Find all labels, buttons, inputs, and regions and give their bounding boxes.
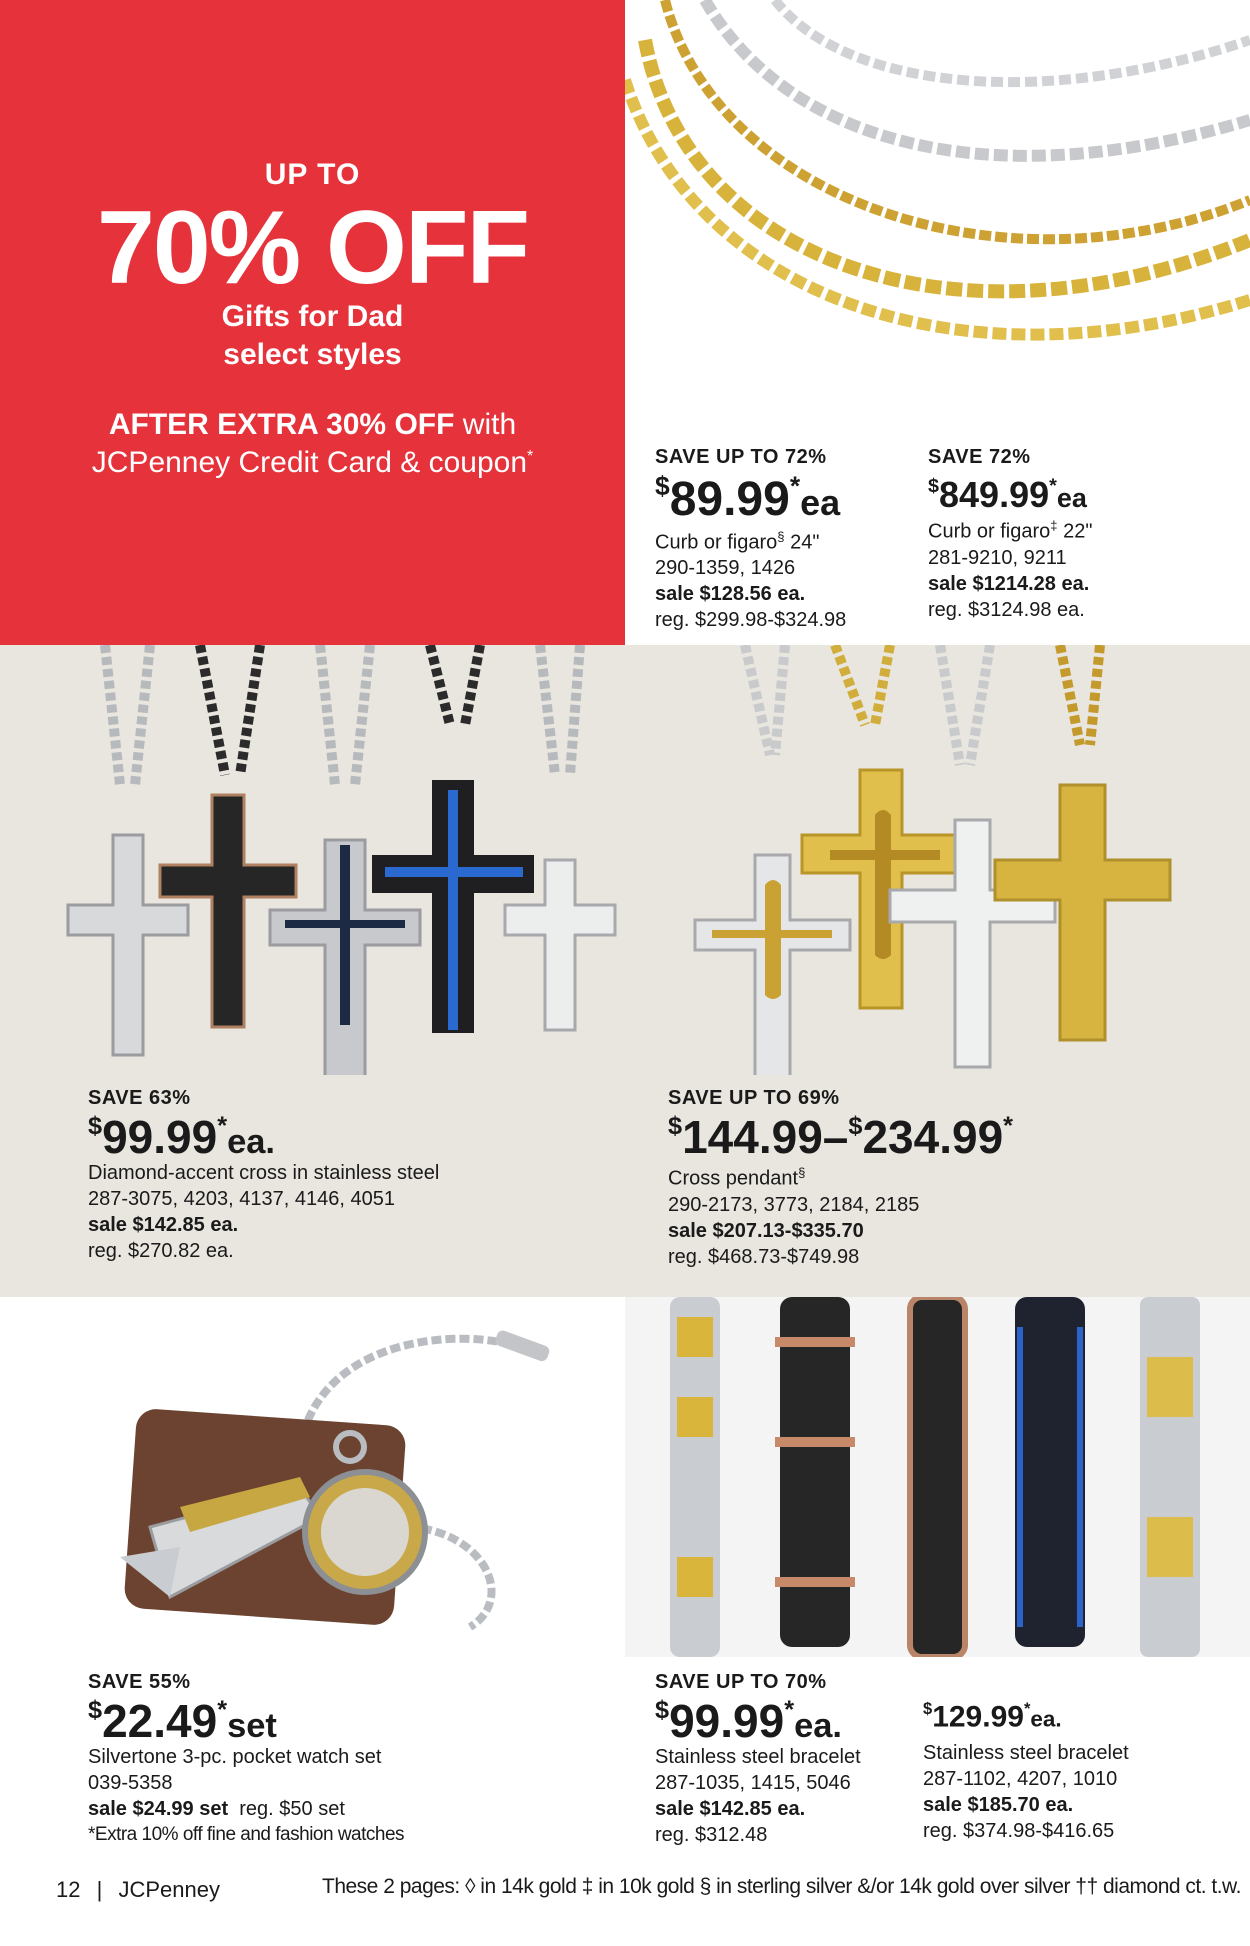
offer-save: SAVE UP TO 70% <box>655 1671 827 1693</box>
offer-save: SAVE UP TO 72% <box>655 446 827 468</box>
offer-price: $89.99*ea <box>655 471 841 526</box>
offer-sale: sale $128.56 ea. <box>655 583 806 606</box>
offer-desc: Stainless steel bracelet <box>923 1742 1129 1765</box>
offer-sku: 287-1035, 1415, 5046 <box>655 1772 851 1794</box>
offer-desc: Curb or figaro§ 24" <box>655 528 820 554</box>
promo-after-line2-text: JCPenney Credit Card & coupon <box>91 446 527 479</box>
offer-sku: 290-2173, 3773, 2184, 2185 <box>668 1193 920 1216</box>
offer-reg: reg. $299.98-$324.98 <box>655 609 847 632</box>
crosses-panel <box>0 645 1250 1297</box>
offer-sale: sale $142.85 ea. <box>88 1214 239 1236</box>
offer-chain-24 <box>655 446 846 633</box>
offer-sku: 287-3075, 4203, 4137, 4146, 4051 <box>88 1188 395 1210</box>
offer-reg: reg. $3124.98 ea. <box>928 598 1085 621</box>
offer-reg: reg. $312.48 <box>655 1824 768 1846</box>
offer-sale: sale $207.13-$335.70 <box>668 1219 864 1242</box>
offer-note: *Extra 10% off fine and fashion watches <box>88 1824 405 1845</box>
offer-sku: 290-1359, 1426 <box>655 557 796 580</box>
page-number: 12 <box>56 1877 81 1902</box>
offer-sku: 281-9210, 9211 <box>928 546 1067 569</box>
offer-cross-steel <box>88 1087 439 1264</box>
promo-after-line2 <box>0 446 625 480</box>
promo-headline: 70% OFF <box>97 190 528 306</box>
footer-page <box>56 1877 220 1903</box>
offer-sku: 039-5358 <box>88 1772 173 1794</box>
offer-desc: Silvertone 3-pc. pocket watch set <box>88 1746 382 1768</box>
offer-price: $99.99*ea. <box>88 1111 276 1163</box>
offer-desc: Stainless steel bracelet <box>655 1746 861 1768</box>
bracelets-illustration <box>625 1297 1250 1657</box>
chain-necklaces-illustration <box>625 0 1250 440</box>
offer-save: SAVE 63% <box>88 1087 191 1109</box>
promo-panel <box>0 0 625 645</box>
offer-sale: sale $185.70 ea. <box>923 1794 1074 1817</box>
offer-save: SAVE 55% <box>88 1671 191 1693</box>
promo-gift-line2: select styles <box>223 338 402 371</box>
promo-gift-line1: Gifts for Dad <box>221 300 404 333</box>
chains-image <box>625 0 1250 440</box>
offer-bracelet-b <box>923 1697 1129 1844</box>
offer-price: $22.49*set <box>88 1695 277 1747</box>
promo-after-line1 <box>0 408 625 442</box>
offer-price: $144.99–$234.99* <box>668 1111 1014 1163</box>
offer-sale: sale $142.85 ea. <box>655 1798 806 1820</box>
footer-separator: | <box>96 1877 103 1902</box>
footer-notes: These 2 pages: ◊ in 14k gold ‡ in 10k gold § in sterling silver &/or 14k gold over silver †† diamond ct. t.w. <box>322 1875 1241 1898</box>
bracelets-panel <box>625 1297 1250 1857</box>
offer-save: SAVE UP TO 69% <box>668 1087 840 1109</box>
offer-price: $849.99*ea <box>928 474 1087 515</box>
offer-reg: reg. $468.73-$749.98 <box>668 1245 860 1268</box>
promo-after-mark: * <box>527 448 534 465</box>
offer-reg: reg. $374.98-$416.65 <box>923 1820 1115 1843</box>
offer-desc: Cross pendant§ <box>668 1165 806 1190</box>
offer-save: SAVE 72% <box>928 446 1031 468</box>
offer-chain-22 <box>928 446 1092 623</box>
offer-watch-set <box>88 1671 404 1848</box>
offer-desc: Curb or figaro‡ 22" <box>928 518 1093 543</box>
offer-cross-pendant <box>668 1087 1013 1270</box>
offer-price: $129.99*ea. <box>923 1700 1062 1734</box>
offer-sale-reg: sale $24.99 set reg. $50 set <box>88 1798 345 1820</box>
pocket-watch-set-illustration <box>0 1297 625 1657</box>
offer-sale: sale $1214.28 ea. <box>928 572 1090 595</box>
offer-sku: 287-1102, 4207, 1010 <box>923 1768 1118 1791</box>
offer-price: $99.99*ea. <box>655 1695 843 1747</box>
promo-up-to: UP TO <box>264 158 361 191</box>
offer-bracelet-a <box>655 1671 861 1848</box>
page-footer <box>0 1857 1250 1946</box>
cross-pendants-illustration <box>0 645 1250 1075</box>
footer-brand: JCPenney <box>118 1877 220 1902</box>
offer-reg: reg. $270.82 ea. <box>88 1240 234 1262</box>
watch-set-panel <box>0 1297 625 1857</box>
promo-after-with: with <box>462 408 517 441</box>
promo-after-bold: AFTER EXTRA 30% OFF <box>108 408 455 441</box>
offer-desc: Diamond-accent cross in stainless steel <box>88 1162 440 1184</box>
